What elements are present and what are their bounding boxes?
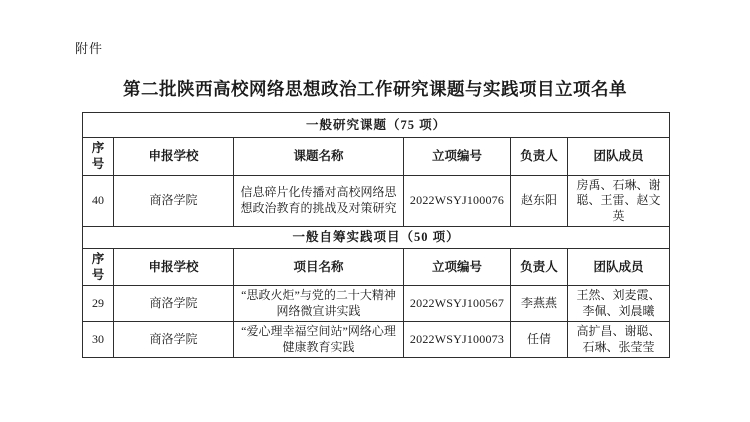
section-title-row-practice xyxy=(83,227,670,248)
cell-school: 商洛学院 xyxy=(114,322,234,358)
projects-table xyxy=(82,112,670,358)
cell-topic: “思政火炬”与党的二十大精神网络微宣讲实践 xyxy=(234,286,404,322)
table-header-row-practice xyxy=(83,248,670,286)
cell-seq: 29 xyxy=(83,286,114,322)
table-row xyxy=(83,286,670,322)
cell-leader: 赵东阳 xyxy=(511,175,568,227)
cell-team: 王然、刘麦霞、李佩、刘晨曦 xyxy=(568,286,670,322)
table-row xyxy=(83,322,670,358)
attachment-label: 附件 xyxy=(75,41,104,56)
page-title: 第二批陕西高校网络思想政治工作研究课题与实践项目立项名单 xyxy=(123,79,627,99)
header-seq: 序号 xyxy=(83,248,114,286)
section-title: 一般研究课题（75 项） xyxy=(83,113,670,138)
table-row xyxy=(83,175,670,227)
header-topic: 项目名称 xyxy=(234,248,404,286)
cell-topic: “爱心理幸福空间站”网络心理健康教育实践 xyxy=(234,322,404,358)
cell-code: 2022WSYJ100076 xyxy=(404,175,511,227)
cell-team: 高扩昌、谢聪、石琳、张莹莹 xyxy=(568,322,670,358)
table-header-row-research xyxy=(83,138,670,176)
cell-leader: 李燕燕 xyxy=(511,286,568,322)
header-school: 申报学校 xyxy=(114,138,234,176)
section-title-row-research xyxy=(83,113,670,138)
cell-code: 2022WSYJ100073 xyxy=(404,322,511,358)
header-code: 立项编号 xyxy=(404,248,511,286)
header-school: 申报学校 xyxy=(114,248,234,286)
cell-code: 2022WSYJ100567 xyxy=(404,286,511,322)
cell-school: 商洛学院 xyxy=(114,286,234,322)
header-seq: 序号 xyxy=(83,138,114,176)
header-team: 团队成员 xyxy=(568,138,670,176)
cell-leader: 任倩 xyxy=(511,322,568,358)
cell-topic: 信息碎片化传播对高校网络思想政治教育的挑战及对策研究 xyxy=(234,175,404,227)
cell-team: 房禹、石琳、谢聪、王雷、赵文英 xyxy=(568,175,670,227)
header-code: 立项编号 xyxy=(404,138,511,176)
header-leader: 负责人 xyxy=(511,138,568,176)
cell-seq: 30 xyxy=(83,322,114,358)
header-team: 团队成员 xyxy=(568,248,670,286)
header-topic: 课题名称 xyxy=(234,138,404,176)
cell-seq: 40 xyxy=(83,175,114,227)
cell-school: 商洛学院 xyxy=(114,175,234,227)
header-leader: 负责人 xyxy=(511,248,568,286)
section-title: 一般自筹实践项目（50 项） xyxy=(83,227,670,248)
